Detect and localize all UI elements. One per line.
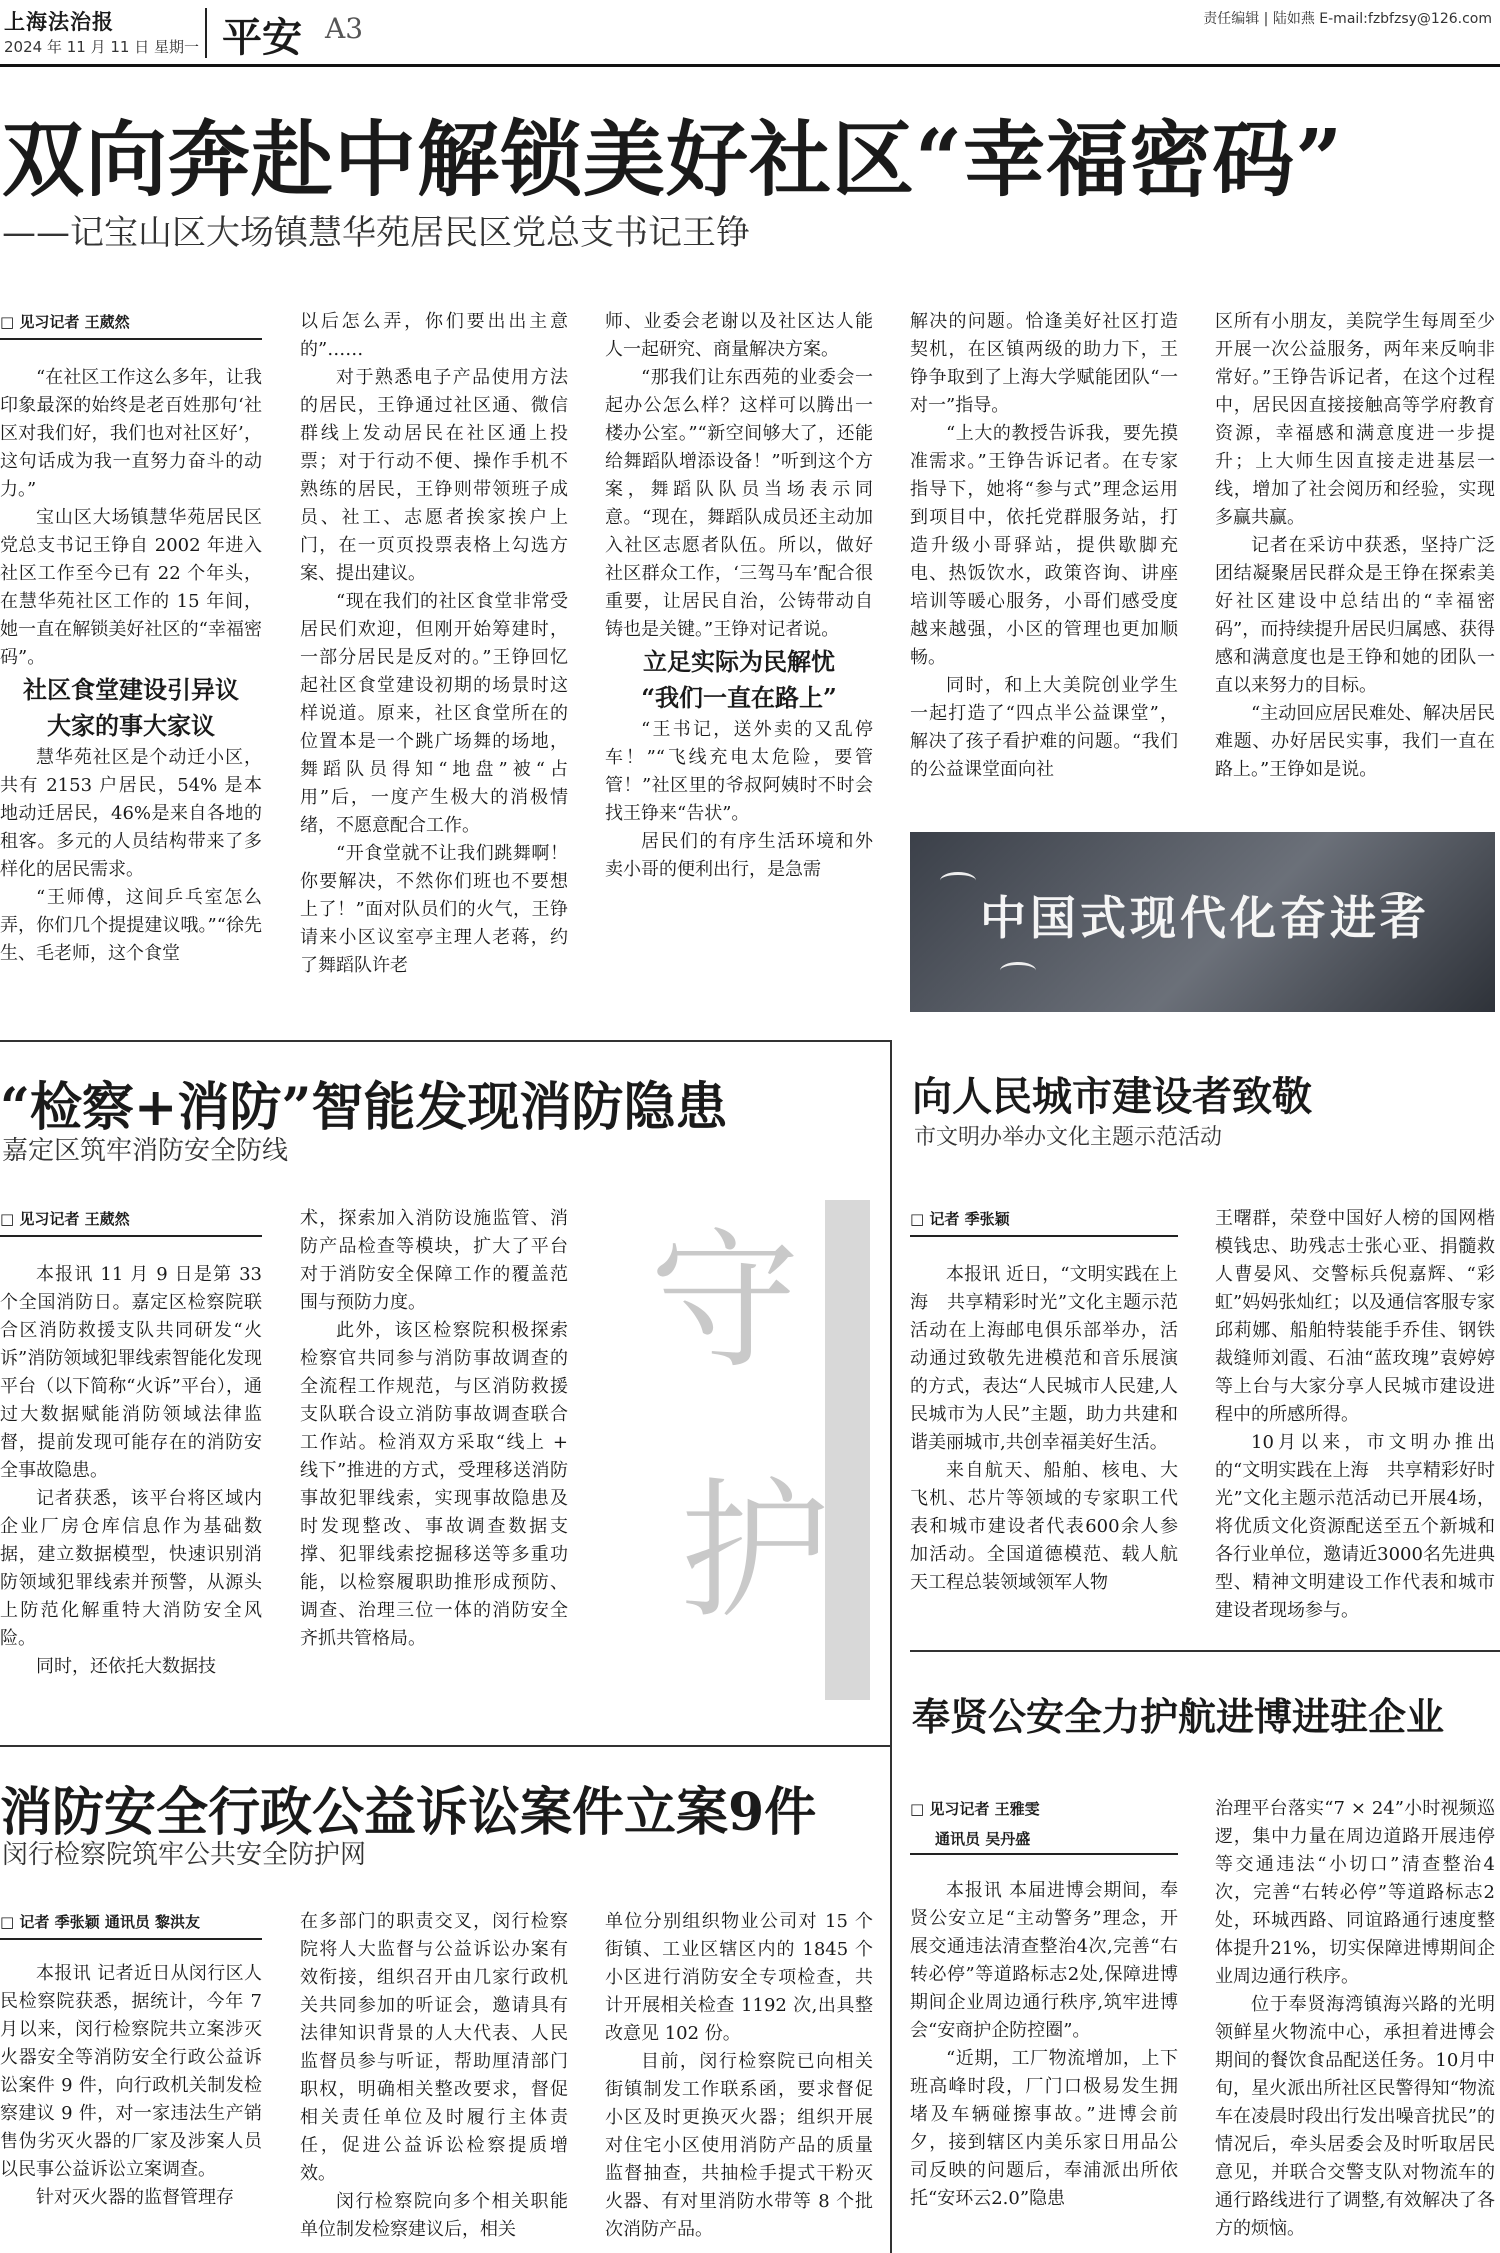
civic-column-1 xyxy=(910,1205,1178,1597)
lead-para: “上大的教授告诉我，要先摸准需求。”王铮告诉记者。在专家指导下，她将“参与式”理念运用到项目中，依托党群服务站，打造升级小哥驿站，提供歇脚充电、热饭饮水，政策咨询、讲座培训等暖心服务，小哥们感受度越来越强，小区的管理也更加顺畅。 xyxy=(910,423,1178,668)
lawsuit-byline: □ 记者 季张颖 通讯员 黎洪友 xyxy=(0,1913,201,1931)
lead-headline: 双向奔赴中解锁美好社区“幸福密码” xyxy=(2,112,1344,208)
expo-byline: □ 见习记者 王雅雯 xyxy=(910,1800,1040,1818)
lead-column-1 xyxy=(0,308,262,968)
byline-rule xyxy=(0,338,262,340)
calligraphy-char: 守 xyxy=(650,1215,801,1389)
lawsuit-para: 在多部门的职责交叉，闵行检察院将人大监督与公益诉讼办案有效衔接，组织召开由几家行政机关共同参加的听证会，邀请具有法律知识背景的人大代表、人民监督员参与听证，帮助厘清部门职权，明确相关整改要求，督促相关责任单位及时履行主体责任，促进公益诉讼检察提质增效。 xyxy=(300,1911,568,2184)
expo-para: 治理平台落实“7 × 24”小时视频巡逻，集中力量在周边道路开展违停等交通违法“小切口”清查整治4次，完善“右转必停”等道路标志2处，环城西路、同谊路通行速度整体提升21%，切实保障进博期间企业周边通行秩序。 xyxy=(1215,1798,1495,1987)
lead-column-5 xyxy=(1215,308,1495,784)
expo-para: 本报讯 本届进博会期间，奉贤公安立足“主动警务”理念，开展交通违法清查整治4次,完善“右转必停”等道路标志2处,保障进博期间企业周边通行秩序,筑牢进博会“安商护企防控圈”。 xyxy=(910,1880,1178,2041)
byline-rule xyxy=(910,1235,1178,1237)
calligraphy-decoration xyxy=(640,1180,870,1740)
lead-intertitle-2: 立足实际为民解忧 “我们一直在路上” xyxy=(641,647,837,712)
lead-para: “那我们让东西苑的业委会一起办公怎么样？这样可以腾出一楼办公室。”“新空间够大了，还能给舞蹈队增添设备！”听到这个方案，舞蹈队队员当场表示同意。“现在，舞蹈队成员还主动加入社区志愿者队伍。所以，做好社区群众工作，‘三驾马车’配合很重要，让居民自治，公铸带动自铸也是关键。”王铮对记者说。 xyxy=(605,367,873,640)
section-divider xyxy=(0,1745,890,1747)
lead-column-2 xyxy=(300,308,568,980)
calligraphy-char: 护 xyxy=(680,1465,831,1639)
lead-para: 区所有小朋友，美院学生每周至少开展一次公益服务，两年来反响非常好。”王铮告诉记者，在这个过程中，居民因直接接触高等学府教育资源，幸福感和满意度进一步提升；上大师生因直接走进基层一线，增加了社会阅历和经验，实现多赢共赢。 xyxy=(1215,311,1495,528)
dove-icon xyxy=(1000,962,1036,979)
lawsuit-column-1 xyxy=(0,1908,262,2212)
fire-column-2 xyxy=(300,1205,568,1653)
newspaper-logo: 上海法治报 xyxy=(4,9,114,34)
issue-date: 2024 年 11 月 11 日 星期一 xyxy=(4,38,199,56)
byline-rule xyxy=(0,1235,262,1237)
lead-subheadline: ——记宝山区大场镇慧华苑居民区党总支书记王铮 xyxy=(2,213,750,253)
expo-byline-2: 通讯员 吴丹盛 xyxy=(935,1830,1031,1848)
lawsuit-column-2 xyxy=(300,1908,568,2244)
fire-para: 同时，还依托大数据技 xyxy=(36,1656,216,1677)
lawsuit-para: 单位分别组织物业公司对 15 个街镇、工业区辖区内的 1845 个小区进行消防安全专项检查，共计开展相关检查 1192 次,出具整改意见 102 份。 xyxy=(605,1911,873,2044)
civic-byline: □ 记者 季张颖 xyxy=(910,1210,1010,1228)
fire-para: 此外，该区检察院积极探索检察官共同参与消防事故调查的全流程工作规范，与区消防救援支队联合设立消防事故调查联合工作站。检消双方采取“线上 + 线下”推进的方式，受理移送消防事故犯罪线索，实现事故隐患及时发现整改、事故调查数据支撑、犯罪线索挖掘移送等多重功能，以检察履职助推形成预防、调查、治理三位一体的消防安全齐抓共管格局。 xyxy=(300,1320,568,1649)
dove-icon xyxy=(940,872,976,889)
masthead-divider xyxy=(205,8,207,58)
lawsuit-headline: 消防安全行政公益诉讼案件立案9件 xyxy=(0,1782,817,1843)
lawsuit-para: 针对灭火器的监督管理存 xyxy=(36,2187,234,2208)
lead-para: 同时，和上大美院创业学生一起打造了“四点半公益课堂”，解决了孩子看护难的问题。“我们的公益课堂面向社 xyxy=(910,675,1178,780)
lawsuit-para: 闵行检察院向多个相关职能单位制发检察建议后，相关 xyxy=(300,2191,568,2240)
fire-headline: “检察+消防”智能发现消防隐患 xyxy=(0,1077,728,1138)
fire-byline: □ 见习记者 王葳然 xyxy=(0,1210,130,1228)
section-divider xyxy=(0,1040,890,1042)
civic-para: 10月以来，市文明办推出的“文明实践在上海 共享精彩好时光”文化主题示范活动已开展4场，将优质文化资源配送至五个新城和各行业单位，邀请近3000名先进典型、精神文明建设工作代表和城市建设者现场参与。 xyxy=(1215,1432,1495,1621)
lead-byline: □ 见习记者 王葳然 xyxy=(0,313,130,331)
lead-para: “现在我们的社区食堂非常受居民们欢迎，但刚开始筹建时，一部分居民是反对的。”王铮回忆起社区食堂建设初期的场景时这样说道。原来，社区食堂所在的位置本是一个跳广场舞的场地，舞蹈队员得知“地盘”被“占用”后，一度产生极大的消极情绪，不愿意配合工作。 xyxy=(300,591,568,836)
civic-subheadline: 市文明办举办文化主题示范活动 xyxy=(914,1125,1223,1150)
lead-para: 对于熟悉电子产品使用方法的居民，王铮通过社区通、微信群线上发动居民在社区通上投票；对于行动不便、操作手机不熟练的居民，王铮则带领班子成员、社工、志愿者挨家挨户上门，在一页页投票表格上勾选方案、提出建议。 xyxy=(300,367,568,584)
byline-rule xyxy=(910,1853,1178,1855)
lead-para: “王书记，送外卖的又乱停车！”“飞线充电太危险，要管管！”社区里的爷叔阿姨时不时会找王铮来“告状”。 xyxy=(605,719,873,824)
feature-banner xyxy=(910,832,1495,1012)
lead-para: “开食堂就不让我们跳舞啊！你要解决，不然你们班也不要想上了！”面对队员们的火气，王铮请来小区议室亭主理人老蒋，约了舞蹈队许老 xyxy=(300,843,568,976)
fire-subheadline: 嘉定区筑牢消防安全防线 xyxy=(2,1136,289,1166)
lead-column-3 xyxy=(605,308,873,884)
expo-para: “近期，工厂物流增加，上下班高峰时段，厂门口极易发生拥堵及车辆碰擦事故。”进博会前夕，接到辖区内美乐家日用品公司反映的问题后，奉浦派出所依托“安环云2.0”隐患 xyxy=(910,2048,1178,2209)
civic-para: 本报讯 近日，“文明实践在上海 共享精彩时光”文化主题示范活动在上海邮电俱乐部举办，活动通过致敬先进模范和音乐展演的方式，表达“人民城市人民建,人民城市为人民”主题，助力共建和谐美丽城市,共创幸福美好生活。 xyxy=(910,1264,1178,1453)
editor-info: 责任编辑 | 陆如燕 E-mail:fzbfzsy@126.com xyxy=(1203,11,1492,27)
byline-rule xyxy=(0,1938,262,1940)
civic-para: 来自航天、船舶、核电、大飞机、芯片等领域的专家职工代表和城市建设者代表600余人参加活动。全国道德模范、载人航天工程总装领域领军人物 xyxy=(910,1460,1178,1593)
expo-para: 位于奉贤海湾镇海兴路的光明领鲜星火物流中心，承担着进博会期间的餐饮食品配送任务。10月中旬，星火派出所社区民警得知“物流车在凌晨时段出行发出噪音扰民”的情况后，牵头居委会及时听取居民意见，并联合交警支队对物流车的通行路线进行了调整,有效解决了各方的烦恼。 xyxy=(1215,1994,1495,2239)
lawsuit-para: 本报讯 记者近日从闵行区人民检察院获悉，据统计，今年 7 月以来，闵行检察院共立案涉灭火器安全等消防安全行政公益诉讼案件 9 件，向行政机关制发检察建议 9 件，对一家违法生产销售伪劣灭火器的厂家及涉案人员以民事公益诉讼立案调查。 xyxy=(0,1963,262,2180)
masthead-rule xyxy=(0,64,1500,67)
lead-para: 居民们的有序生活环境和外卖小哥的便利出行，是急需 xyxy=(605,831,873,880)
fire-para: 记者获悉，该平台将区域内企业厂房仓库信息作为基础数据，建立数据模型，快速识别消防领域犯罪线索并预警，从源头上防范化解重特大消防安全风险。 xyxy=(0,1488,262,1649)
lead-intertitle-1: 社区食堂建设引异议 大家的事大家议 xyxy=(23,675,239,740)
lawsuit-column-3 xyxy=(605,1908,873,2244)
lead-para: “王师傅，这间乒乓室怎么弄，你们几个提提建议哦。”“徐先生、毛老师，这个食堂 xyxy=(0,887,262,964)
decoration-bar xyxy=(825,1200,870,1700)
fire-para: 本报讯 11 月 9 日是第 33 个全国消防日。嘉定区检察院联合区消防救援支队共同研发“火诉”消防领域犯罪线索智能化发现平台（以下简称“火诉”平台），通过大数据赋能消防领域法律监督，提前发现可能存在的消防安全事故隐患。 xyxy=(0,1264,262,1481)
civic-headline: 向人民城市建设者致敬 xyxy=(912,1073,1312,1120)
lead-para: 记者在采访中获悉，坚持广泛团结凝聚居民群众是王铮在探索美好社区建设中总结出的“幸福密码”，而持续提升居民归属感、获得感和满意度也是王铮和她的团队一直以来努力的目标。 xyxy=(1215,535,1495,696)
section-title: 平安 xyxy=(222,14,302,61)
lead-para: 以后怎么弄，你们要出出主意的”…… xyxy=(300,311,568,360)
fire-para: 术，探索加入消防设施监管、消防产品检查等模块，扩大了平台对于消防安全保障工作的覆盖范围与预防力度。 xyxy=(300,1208,568,1313)
lawsuit-para: 目前，闵行检察院已向相关街镇制发工作联系函，要求督促小区及时更换灭火器；组织开展对住宅小区使用消防产品的质量监督抽查，共抽检手提式干粉灭火器、有对里消防水带等 8 个批次消防产品。 xyxy=(605,2051,873,2240)
expo-column-2 xyxy=(1215,1795,1495,2243)
lead-para: 师、业委会老谢以及社区达人能人一起研究、商量解决方案。 xyxy=(605,311,873,360)
column-divider xyxy=(890,1040,892,2253)
fire-column-1 xyxy=(0,1205,262,1681)
civic-column-2 xyxy=(1215,1205,1495,1625)
lead-column-4 xyxy=(910,308,1178,784)
page-number: A3 xyxy=(325,12,364,45)
expo-column-1 xyxy=(910,1795,1178,2213)
lead-para: “主动回应居民难处、解决居民难题、办好居民实事，我们一直在路上。”王铮如是说。 xyxy=(1215,703,1495,780)
civic-para: 王曙群，荣登中国好人榜的国网楷模钱忠、助残志士张心亚、捐髓救人曹晏风、交警标兵倪嘉辉、“彩虹”妈妈张灿红；以及通信客服专家邱莉娜、船舶特装能手乔佳、钢铁裁缝师刘霞、石油“蓝玫瑰”袁婷婷等上台与大家分享人民城市建设进程中的所感所得。 xyxy=(1215,1208,1495,1425)
lead-para: 解决的问题。恰逢美好社区打造契机，在区镇两级的助力下，王铮争取到了上海大学赋能团队“一对一”指导。 xyxy=(910,311,1178,416)
lead-para: 宝山区大场镇慧华苑居民区党总支书记王铮自 2002 年进入社区工作至今已有 22 个年头，在慧华苑社区工作的 15 年间，她一直在解锁美好社区的“幸福密码”。 xyxy=(0,507,262,668)
expo-headline: 奉贤公安全力护航进博进驻企业 xyxy=(912,1694,1445,1739)
lawsuit-subheadline: 闵行检察院筑牢公共安全防护网 xyxy=(2,1840,367,1870)
banner-title: 中国式现代化奋进者 xyxy=(980,891,1430,945)
section-divider xyxy=(910,1650,1500,1652)
lead-para: 慧华苑社区是个动迁小区，共有 2153 户居民，54% 是本地动迁居民，46%是来自各地的租客。多元的人员结构带来了多样化的居民需求。 xyxy=(0,747,262,880)
lead-para: “在社区工作这么多年，让我印象最深的始终是老百姓那句‘社区对我们好，我们也对社区好’，这句话成为我一直努力奋斗的动力。” xyxy=(0,367,262,500)
